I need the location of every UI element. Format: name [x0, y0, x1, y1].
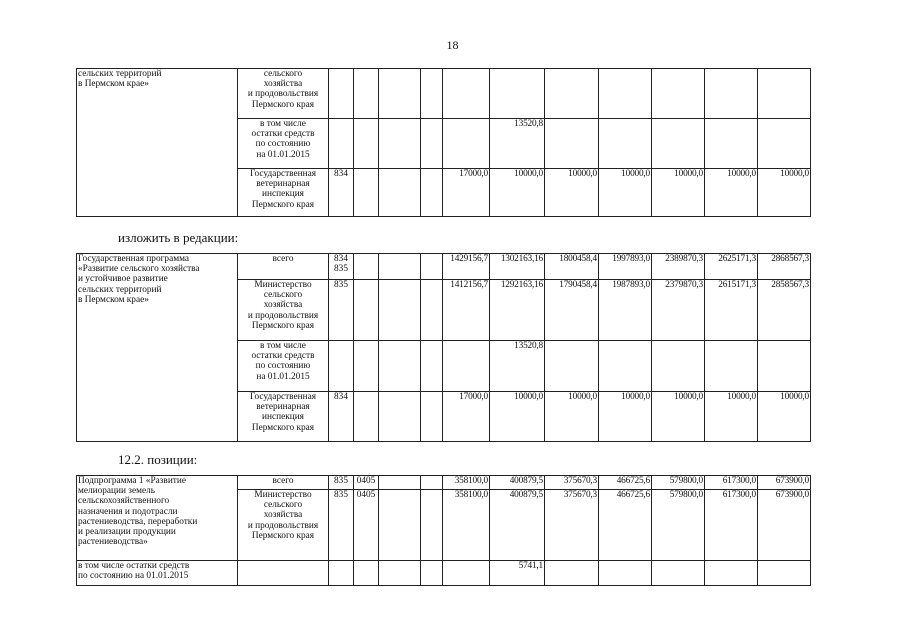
- executor-cell: в том числе остатки средств по состоянию на 01.01.2015: [238, 341, 329, 392]
- value-cell: 10000,0: [652, 169, 705, 217]
- code-cell: 835: [329, 476, 354, 490]
- value-cell: 13520,8: [490, 341, 545, 392]
- value-cell: 579800,0: [652, 490, 705, 561]
- value-cell: 10000,0: [758, 392, 811, 442]
- table-block-2: [76, 253, 811, 442]
- value-cell: 358100,0: [443, 490, 490, 561]
- value-cell: 1412156,7: [443, 280, 490, 341]
- value-cell: 10000,0: [490, 169, 545, 217]
- value-cell: 2868567,3: [758, 254, 811, 280]
- value-cell: [599, 69, 652, 119]
- value-cell: 375670,3: [545, 476, 599, 490]
- section-cell: 0405: [354, 490, 379, 561]
- value-cell: 673900,0: [758, 476, 811, 490]
- value-cell: [758, 69, 811, 119]
- table-block-3: [76, 475, 811, 586]
- value-cell: [545, 69, 599, 119]
- value-cell: 10000,0: [545, 169, 599, 217]
- value-cell: 1987893,0: [599, 280, 652, 341]
- value-cell: [758, 119, 811, 169]
- value-cell: 2625171,3: [705, 254, 758, 280]
- table-row: [77, 561, 811, 586]
- value-cell: 1292163,16: [490, 280, 545, 341]
- value-cell: 466725,6: [599, 476, 652, 490]
- executor-cell: Государственная ветеринарная инспекция Пермского края: [238, 169, 329, 217]
- page-number: 18: [446, 38, 459, 52]
- value-cell: 10000,0: [758, 169, 811, 217]
- value-cell: [443, 69, 490, 119]
- value-cell: 10000,0: [705, 392, 758, 442]
- value-cell: 617300,0: [705, 476, 758, 490]
- note-positions: 12.2. позиции:: [118, 452, 198, 467]
- program-title: сельских территорий в Пермском крае»: [77, 69, 238, 217]
- value-cell: 10000,0: [490, 392, 545, 442]
- value-cell: 5741,1: [490, 561, 545, 586]
- value-cell: 13520,8: [490, 119, 545, 169]
- value-cell: 10000,0: [705, 169, 758, 217]
- value-cell: 10000,0: [599, 392, 652, 442]
- value-cell: 673900,0: [758, 490, 811, 561]
- remainder-label: в том числе остатки средств по состоянию на 01.01.2015: [77, 561, 238, 586]
- code-cell: 834: [329, 392, 354, 442]
- value-cell: [545, 119, 599, 169]
- subprogram-title: Подпрограмма 1 «Развитие мелиорации земель сельскохозяйственного назначения и подотрасли растениеводства, переработки и реализации продукции растениеводства»: [77, 476, 238, 561]
- table-row: [77, 254, 811, 280]
- table-row: [77, 69, 811, 119]
- executor-cell: Министерство сельского хозяйства и продовольствия Пермского края: [238, 490, 329, 561]
- value-cell: [599, 341, 652, 392]
- value-cell: [705, 69, 758, 119]
- value-cell: [652, 69, 705, 119]
- executor-cell: Государственная ветеринарная инспекция Пермского края: [238, 392, 329, 442]
- value-cell: 375670,3: [545, 490, 599, 561]
- code-cell: [329, 119, 354, 169]
- value-cell: [545, 341, 599, 392]
- value-cell: 400879,5: [490, 490, 545, 561]
- table-row: [77, 476, 811, 490]
- table-block-1: [76, 68, 811, 217]
- executor-cell: сельского хозяйства и продовольствия Пермского края: [238, 69, 329, 119]
- code-cell: 835: [329, 280, 354, 341]
- program-title: Государственная программа «Развитие сельского хозяйства и устойчивое развитие сельских территорий в Пермском крае»: [77, 254, 238, 442]
- value-cell: 17000,0: [443, 169, 490, 217]
- executor-cell: в том числе остатки средств по состоянию на 01.01.2015: [238, 119, 329, 169]
- value-cell: 10000,0: [652, 392, 705, 442]
- value-cell: [652, 119, 705, 169]
- value-cell: 1790458,4: [545, 280, 599, 341]
- value-cell: 10000,0: [599, 169, 652, 217]
- value-cell: 1997893,0: [599, 254, 652, 280]
- value-cell: 617300,0: [705, 490, 758, 561]
- value-cell: 1800458,4: [545, 254, 599, 280]
- value-cell: [758, 341, 811, 392]
- executor-cell: всего: [238, 476, 329, 490]
- value-cell: [443, 341, 490, 392]
- executor-cell: всего: [238, 254, 329, 280]
- code-cell: [329, 69, 354, 119]
- value-cell: 2379870,3: [652, 280, 705, 341]
- value-cell: 2858567,3: [758, 280, 811, 341]
- value-cell: 358100,0: [443, 476, 490, 490]
- value-cell: 1429156,7: [443, 254, 490, 280]
- value-cell: [705, 119, 758, 169]
- value-cell: [705, 341, 758, 392]
- code-cell: [329, 341, 354, 392]
- section-cell: 0405: [354, 476, 379, 490]
- value-cell: 2389870,3: [652, 254, 705, 280]
- value-cell: 10000,0: [545, 392, 599, 442]
- value-cell: 17000,0: [443, 392, 490, 442]
- value-cell: 400879,5: [490, 476, 545, 490]
- executor-cell: Министерство сельского хозяйства и продовольствия Пермского края: [238, 280, 329, 341]
- value-cell: [652, 341, 705, 392]
- value-cell: [443, 119, 490, 169]
- code-cell: 834 835: [329, 254, 354, 280]
- note-edit: изложить в редакции:: [118, 230, 239, 245]
- value-cell: [490, 69, 545, 119]
- code-cell: 835: [329, 490, 354, 561]
- value-cell: 466725,6: [599, 490, 652, 561]
- value-cell: 2615171,3: [705, 280, 758, 341]
- value-cell: [599, 119, 652, 169]
- value-cell: 579800,0: [652, 476, 705, 490]
- value-cell: 1302163,16: [490, 254, 545, 280]
- code-cell: 834: [329, 169, 354, 217]
